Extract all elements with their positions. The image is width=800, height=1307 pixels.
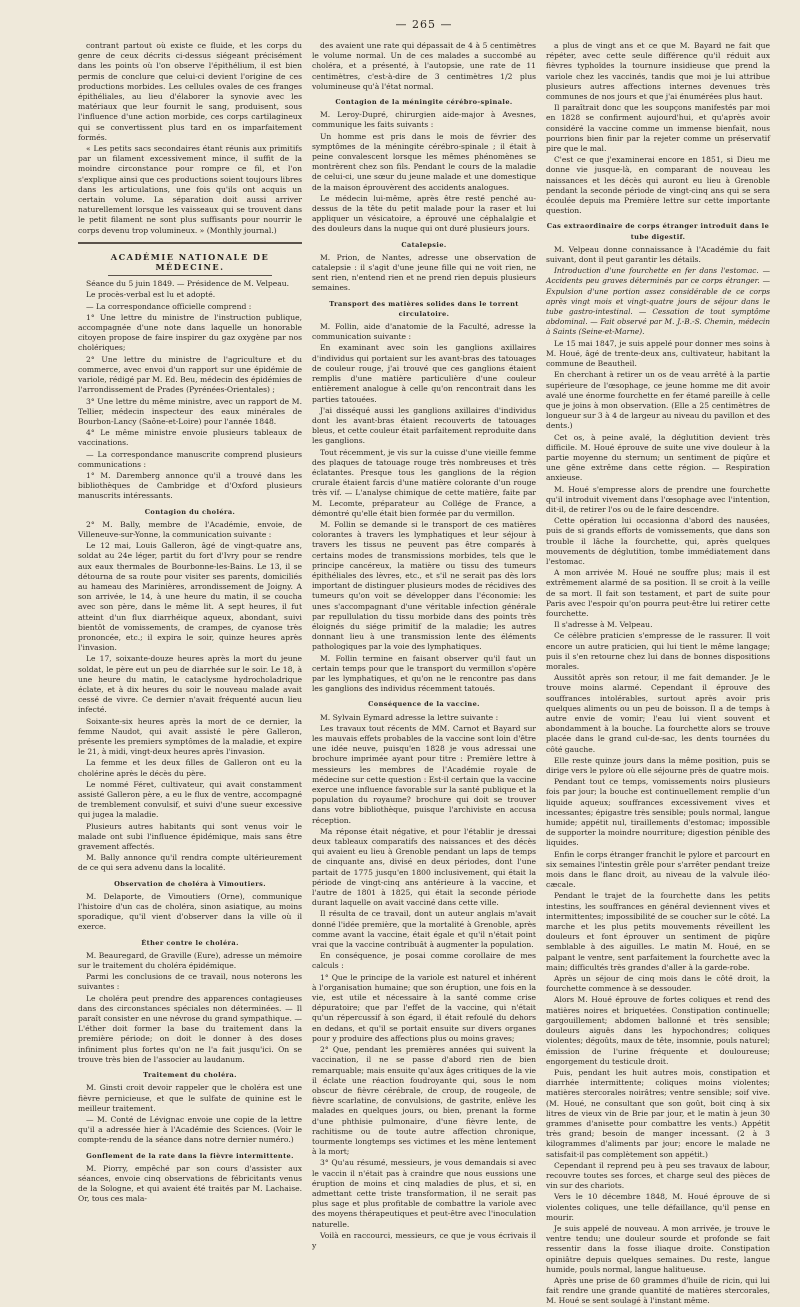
paragraph: Vers le 10 décembre 1848, M. Houé éprouve de si violentes coliques, une telle défaillance, qu'il pense en mourir. — [546, 1192, 770, 1222]
paragraph: Enfin le corps étranger franchit le pylore et parcourt en six semaines l'intestin grêle pour s'arrêter pendant treize mois dans le flanc droit, au niveau de la valvule iléo-cæcale. — [546, 849, 770, 890]
paragraph: Cette opération lui occasionna d'abord des nausées, puis de si grands efforts de vomissements, que dans son trouble il lâche la fourchette, qui, après quelques mouvements de déglutition, tombe immédiatement dans l'estomac. — [546, 516, 770, 566]
paragraph: 3° Qu'au résumé, messieurs, je vous demandais si avec le vaccin il n'était pas à craindre que nous eussions une éruption de moins et cinq maladies de plus, et si, en admettant cette triste transformation, il ne serait pas plus sage et plus profitable de combattre la variole avec des moyens thérapeutiques et peut-être avec l'inoculation naturelle. — [312, 1158, 536, 1229]
paragraph: Aussitôt après son retour, il me fait demander. Je le trouve moins alarmé. Cependant il éprouve des souffrances intolérables, surtout après avoir pris quelques aliments ou un peu de boisson. Il a de temps à autre envie de vomir; l'eau lui vient souvent et abondamment à la bouche. La fourchette alors se trouve placée dans le grand cul-de-sac, les dents tournées du côté gauche. — [546, 673, 770, 754]
paragraph: En conséquence, je posai comme corollaire de mes calculs : — [312, 951, 536, 971]
paragraph: A mon arrivée M. Houé ne souffre plus; mais il est extrêmement alarmé de sa position. Il se croit à la veille de sa mort. Il fait son testament, et part de suite pour Paris avec l'espoir qu'on pourra peut-être lui retirer cette fourchette. — [546, 568, 770, 618]
paragraph: Tout récemment, je vis sur la cuisse d'une vieille femme des plaques de tatouage rouge très nombreuses et très éclatantes. Presque tous les ganglions de la région crurale étaient farcis d'une matière colorante d'un rouge très vif. — L'analyse chimique de cette matière, faite par M. Lecomte, préparateur au Collége de France, a démontré qu'elle était bien formée par du vermillon. — [312, 447, 536, 518]
paragraph: « Les petits sacs secondaires étant réunis aux primitifs par un filament excessivement mince, il suffit de la moindre circonstance pour rompre ce fil, et l'on s'explique ainsi que ces productions soient toujours libres dans les articulations, une fois qu'ils ont acquis un certain volume. La séparation doit aussi arriver naturellement lorsque les vaisseaux qui se trouvent dans le petit filament ne sont plus suffisants pour nourrir le corps devenu trop volumineux. » (Monthly journal.) — [78, 144, 302, 235]
paragraph: 1° Que le principe de la variole est naturel et inhérent à l'organisation humaine; que son éruption, une fois en la vie, est utile et nécessaire à la santé comme crise dépuratoire; que par l'effet de la vaccine, qui n'était qu'un répercussif à son égard, il était refoulé du dehors en dedans, et qu'il se portait ensuite sur divers organes pour y produire des affections plus ou moins graves; — [312, 972, 536, 1043]
paragraph: En examinant avec soin les ganglions axillaires d'individus qui portaient sur les avant-bras des tatouages de couleur rouge, j'ai trouvé que ces ganglions étaient remplis d'une matière particulière d'une couleur entièrement analogue à celle qu'on rencontrait dans les parties tatouées. — [312, 343, 536, 404]
paragraph: Parmi les conclusions de ce travail, nous noterons les suivantes : — [78, 972, 302, 992]
paragraph: 1° M. Daremberg annonce qu'il a trouvé dans les bibliothèques de Cambridge et d'Oxford plusieurs manuscrits intéressants. — [78, 470, 302, 501]
subheading: Transport des matières solides dans le torrent circulatoire. — [329, 299, 519, 318]
paragraph: M. Delaporte, de Vimoutiers (Orne), communique l'histoire d'un cas de choléra, sinon asiatique, au moins sporadique, qu'il vient d'observer dans la ville où il exerce. — [78, 891, 302, 932]
paragraph: Il paraîtrait donc que les soupçons manifestés par moi en 1828 se confirment aujourd'hui, et qu'après avoir considéré la vaccine comme un immense bienfait, nous pourrions bien finir par la rejeter comme un préservatif pire que le mal. — [546, 103, 770, 154]
paragraph: Plusieurs autres habitants qui sont venus voir le malade ont subi l'influence épidémique, mais sans être gravement affectés. — [78, 821, 302, 852]
paragraph: Il s'adresse à M. Velpeau. — [554, 620, 653, 630]
column-2 — [312, 41, 536, 1250]
paragraph: Cet os, à peine avalé, la déglutition devient très difficile. M. Houé éprouve de suite une vive douleur à la partie moyenne du sternum; un sentiment de piqûre et une gêne extrême dans cette région. — Respiration anxieuse. — [546, 432, 770, 483]
paragraph: M. Velpeau donne connaissance à l'Académie du fait suivant, dont il peut garantir les détails. — [546, 244, 770, 265]
subheading: Conséquence de la vaccine. — [368, 700, 480, 709]
case-summary: Introduction d'une fourchette en fer dans l'estomac. — Accidents peu graves déterminés par ce corps étranger. — Expulsion d'une portion assez considérable de ce corps après vingt mois et vingt-quatre jours de séjour dans le tube gastro-intestinal. — Cessation de tout symptôme abdominal. — Fait observé par M. J.-B.-S. Chemin, médecin à Saints (Seine-et-Marne). — [546, 266, 770, 337]
paragraph: M. Beauregard, de Graville (Eure), adresse un mémoire sur le traitement du choléra épidémique. — [78, 950, 302, 971]
divider — [108, 275, 272, 276]
paragraph: Je suis appelé de nouveau. A mon arrivée, je trouve le ventre tendu; une douleur sourde et profonde se fait ressentir dans la fosse iliaque droite. Constipation opiniâtre depuis quelques semaines. Du reste, langue humide, pouls normal, langue halitueuse. — [546, 1223, 770, 1274]
paragraph: Alors M. Houé éprouve de fortes coliques et rend des matières noires et briquetées. Constipation continuelle; gargouillement; abdomen ballonné et très sensible; douleurs aiguës dans les hypochondres; coliques violentes; dégoûts, maux de tête, insomnie, pouls naturel; émission de l'urine fréquente et douloureuse; engorgement du testicule droit. — [546, 995, 770, 1066]
paragraph: M. Houé s'empresse alors de prendre une fourchette qu'il introduit vivement dans l'œsophage avec l'intention, dit-il, de retirer l'os ou de le faire descendre. — [546, 484, 770, 514]
paragraph: Puis, pendant les huit autres mois, constipation et diarrhée intermittente; coliques moins violentes; matières stercorales noirâtres; ventre sensible; soif vive. (M. Houé, ne consultant que son goût, boit cinq à six litres de vieux vin de Brie par jour, et le matin à jeun 30 grammes d'anisette pour combattre les vents.) Appétit très grand; besoin de manger incessant. (2 à 3 kilogrammes d'aliments par jour; encore le malade ne satisfait-il pas complètement son appétit.) — [546, 1067, 770, 1159]
paragraph: 2° M. Bally, membre de l'Académie, envoie, de Villeneuve-sur-Yonne, la communication suivante : — [78, 519, 302, 539]
paragraph: 3° Une lettre du même ministre, avec un rapport de M. Tellier, médecin inspecteur des eaux minérales de Bourbon-Lancy (Saône-et-Loire) pour l'année 1848. — [78, 396, 302, 426]
paragraph: M. Piorry, empêché par son cours d'assister aux séances, envoie cinq observations de fébricitants venus de la Sologne, et qui avaient été traités par M. Lachaise. Or, tous ces mala- — [78, 1163, 302, 1204]
paragraph: M. Follin se demande si le transport de ces matières colorantes à travers les lymphatiques et leur séjour à travers les tissus ne peuvent pas être comparés à certains modes de transmissions morbides, tels que le principe cancéreux, la matière ou tissu des tumeurs épithéliales des lèvres, etc., et s'il ne serait pas dès lors important de distinguer plusieurs modes de récidives des tumeurs qu'on voit se développer dans l'économie: les unes s'accompagnant d'une véritable infection générale par repullulation du tissu morbide dans des points très éloignés du siége primitif de la maladie; les autres donnant lieu à une transmission lente des éléments pathologiques par la voie des lymphatiques. — [312, 519, 536, 652]
paragraph: Il résulta de ce travail, dont un auteur anglais m'avait donné l'idée première, que la mortalité à Grenoble, après comme avant la vaccine, était égale et qu'il n'était point vrai que la vaccine contribuât à augmenter la population. — [312, 909, 536, 950]
paragraph: Voilà en raccourci, messieurs, ce que je vous écrivais il y — [312, 1230, 536, 1250]
column-3 — [546, 41, 770, 1306]
subheading: Gonflement de la rate dans la fièvre intermittente. — [86, 1151, 294, 1160]
section-divider — [78, 242, 302, 244]
paragraph: Elle reste quinze jours dans la même position, puis se dirige vers le pylore où elle séjourne près de quatre mois. — [546, 755, 770, 776]
paragraph: C'est ce que j'examinerai encore en 1851, si Dieu me donne vie jusque-là, en comparant de nouveau les naissances et les décès qui auront eu lieu à Grenoble pendant la seconde période de vingt-cinq ans qui se sera écoulée depuis ma Première lettre sur cette importante question. — [546, 155, 770, 216]
paragraph: M. Bally annonce qu'il rendra compte ultérieurement de ce qui sera advenu dans la localité. — [78, 853, 302, 873]
paragraph: Le nommé Féret, cultivateur, qui avait constamment assisté Galleron père, a eu le flux de ventre, accompagné de tremblement convulsif, et suivi d'une sueur excessive qui jugea la maladie. — [78, 779, 302, 820]
subheading: Contagion du choléra. — [144, 507, 236, 516]
paragraph: — M. Conté de Lévignac envoie une copie de la lettre qu'il a adressée hier à l'Académie des Sciences. (Voir le compte-rendu de la séance dans notre dernier numéro.) — [78, 1114, 302, 1145]
column-1 — [78, 41, 302, 1204]
page-number: — 265 — — [395, 18, 453, 31]
paragraph: Le choléra peut prendre des apparences contagieuses dans des circonstances spéciales non déterminées. — Il paraît consister en une névrose du grand sympathique. — L'éther doit former la base du traitement dans la première période; on doit le donner à des doses infiniment plus fortes qu'on ne l'a fait jusqu'ici. On se trouve très bien de l'associer au laudanum. — [78, 993, 302, 1064]
paragraph: Le 15 mai 1847, je suis appelé pour donner mes soins à M. Houé, âgé de trente-deux ans, cultivateur, habitant la commune de Beautheil. — [546, 338, 770, 369]
paragraph: Le médecin lui-même, après être resté penché au-dessus de la tête du petit malade pour la raser et lui appliquer un vésicatoire, a éprouvé une céphalalgie et des douleurs dans la nuque qui ont duré plusieurs jours. — [312, 193, 536, 234]
paragraph: Ma réponse était négative, et pour l'établir je dressai deux tableaux comparatifs des naissances et des décès qui avaient eu lieu à Grenoble pendant un laps de temps de cinquante ans, divisé en deux périodes, dont l'une partait de 1775 jusqu'en 1800 inclusivement, qui était la période de vingt-cinq ans antérieure à la vaccine, et l'autre de 1801 à 1825, qui était la seconde période durant laquelle on avait vacciné dans cette ville. — [312, 826, 536, 908]
paragraph: M. Prion, de Nantes, adresse une observation de catalepsie : il s'agit d'une jeune fille qui ne voit rien, ne sent rien, n'entend rien et ne prend rien depuis plusieurs semaines. — [312, 252, 536, 293]
subheading: Contagion de la méningite cérébro-spinale. — [335, 98, 513, 107]
paragraph: Le 12 mai, Louis Galleron, âgé de vingt-quatre ans, soldat au 24e léger, partit du fort d'Ivry pour se rendre aux eaux thermales de Bourbonne-les-Bains. Le 13, il se détourna de sa route pour visiter ses parents, domiciliés au hameau des Marinières, arrondissement de Joigny. A son arrivée, le 14, à une heure du matin, il se coucha avec son père, dans le même lit. A sept heures, il fut atteint d'un flux diarrhéique aqueux, abondant, suivi bientôt de vomissements, de crampes, de cyanose très prononcée, etc.; il expira le soir, quinze heures après l'invasion. — [78, 541, 302, 653]
paragraph: 2° Une lettre du ministre de l'agriculture et du commerce, avec envoi d'un rapport sur une épidémie de variole, rédigé par M. Ed. Beu, médecin des épidémies de l'arrondissement de Prades (Pyrénées-Orientales) ; — [78, 354, 302, 395]
paragraph: M. Leroy-Dupré, chirurgien aide-major à Avesnes, communique les faits suivants : — [312, 110, 536, 130]
paragraph: J'ai disséqué aussi les ganglions axillaires d'individus dont les avant-bras étaient recouverts de tatouages bleus, et cette couleur était parfaitement reproduite dans les ganglions. — [312, 405, 536, 446]
section-title: ACADÉMIE NATIONALE DE MÉDECINE. — [110, 251, 270, 273]
paragraph: Le 17, soixante-douze heures après la mort du jeune soldat, le père eut un peu de diarrhée sur le soir. Le 18, à une heure du matin, le cataclysme hydrocholadrique éclate, et à dix heures du soir le nouveau malade avait cessé de vivre. Ce dernier n'avait fréquenté aucun lieu infecté. — [78, 654, 302, 715]
paragraph: 4° Le même ministre envoie plusieurs tableaux de vaccinations. — [78, 428, 302, 448]
paragraph: Après un séjour de cinq mois dans le côté droit, la fourchette commence à se dessouder. — [546, 974, 770, 994]
paragraph: M. Follin termine en faisant observer qu'il faut un certain temps pour que le transport du vermillon s'opère par les lymphatiques, et qu'on ne le rencontre pas dans les ganglions des individus récemment tatoués. — [312, 653, 536, 694]
paragraph: Un homme est pris dans le mois de février des symptômes de la méningite cérébro-spinale ; il était à peine convalescent lorsque les mêmes phénomènes se montrèrent chez son fils. Pendant le cours de la maladie de celui-ci, une sœur du jeune malade et une domestique de la maison éprouvèrent des accidents analogues. — [312, 131, 536, 192]
paragraph: Pendant tout ce temps, vomissements noirs plusieurs fois par jour; la bouche est continuellement remplie d'un liquide aqueux; souffrances excessivement vives et incessantes; épigastre très sensible; pouls normal, langue humide; appétit nul, tiraillements d'estomac; impossible de supporter la moindre nourriture; digestion pénible des liquides. — [546, 777, 770, 848]
paragraph: M. Sylvain Eymard adresse la lettre suivante : — [320, 712, 499, 722]
paragraph: M. Ginsti croit devoir rappeler que le choléra est une fièvre pernicieuse, et que le sulfate de quinine est le meilleur traitement. — [78, 1083, 302, 1113]
paragraph: Cependant il reprend peu à peu ses travaux de labour, recouvre toutes ses forces, et charge seul des pièces de vin sur des chariots. — [546, 1160, 770, 1191]
subheading: Observation de choléra à Vimoutiers. — [114, 879, 266, 888]
paragraph: Les travaux tout récents de MM. Carnot et Bayard sur les mauvais effets probables de la vaccine sont loin d'être une idée neuve, puisqu'en 1828 je vous adressai une brochure imprimée ayant pour titre : Première lettre à messieurs les membres de l'Académie royale de médecine sur cette question : Est-il certain que la vaccine exerce une influence favorable sur la santé publique et la population du royaume? brochure qui doit se trouver dans votre bibliothèque, puisque l'archiviste en accusa réception. — [312, 723, 536, 825]
columns — [78, 41, 770, 1306]
paragraph: M. Follin, aide d'anatomie de la Faculté, adresse la communication suivante : — [312, 322, 536, 342]
paragraph: Après une prise de 60 grammes d'huile de ricin, qui lui fait rendre une grande quantité de matières stercorales, M. Houé se sent soulagé à l'instant même. — [546, 1275, 770, 1306]
subheading: Cas extraordinaire de corps étranger introduit dans le tube digestif. — [546, 222, 770, 241]
paragraph: La femme et les deux filles de Galleron ont eu la cholérine après le décès du père. — [78, 758, 302, 778]
paragraph: contrant partout où existe ce fluide, et les corps du genre de ceux décrits ci-dessus siégeant précisément dans les points où l'on observe l'épithélium, il est bien permis de conclure que celui-ci devient l'origine de ces productions morbides. Les cellules ovales de ces franges épithéliales, au lieu d'élaborer la synovie avec les matériaux que leur fournit le sang, produisent, sous l'influence d'une action morbide, ces corps cartilagineux qui se convertissent plus tard en os imparfaitement formés. — [78, 41, 302, 142]
session-line: Séance du 5 juin 1849. — Présidence de M. Velpeau. — [86, 279, 290, 289]
paragraph: — La correspondance officielle comprend : — [86, 301, 252, 311]
paragraph: — La correspondance manuscrite comprend plusieurs communications : — [78, 449, 302, 469]
subheading: Traitement du choléra. — [143, 1071, 237, 1080]
subheading: Catalepsie. — [401, 240, 447, 249]
paragraph: Le procès-verbal est lu et adopté. — [86, 290, 216, 300]
paragraph: Pendant le trajet de la fourchette dans les petits intestins, les souffrances en général deviennent vives et intermittentes; impossibilité de se coucher sur le côté. La marche et les plus petits mouvements réveillent les douleurs et font éprouver un sentiment de piqûre semblable à des aiguilles. Le matin M. Houé, en se palpant le ventre, sent parfaitement la fourchette avec la main; difficultés très grandes d'aller à la garde-robe. — [546, 891, 770, 972]
paragraph: a plus de vingt ans et ce que M. Bayard ne fait que répéter, avec cette seule différence qu'il réduit aux fièvres typhoïdes la tournure insidieuse que prend la variole chez les vaccinés, tandis que moi je lui attribue plusieurs autres affections internes devenues très communes de nos jours et que j'ai énumérées plus haut. — [546, 41, 770, 102]
paragraph: En cherchant à retirer un os de veau arrêté à la partie supérieure de l'œsophage, ce jeune homme me dit avoir avalé une énorme fourchette en fer étamé pareille à celle que je joins à mon observation. (Elle a 25 centimètres de longueur sur 3 à 4 de largeur au niveau du pavillon et des dents.) — [546, 370, 770, 431]
paragraph: 1° Une lettre du ministre de l'instruction publique, accompagnée d'une note dans laquelle un honorable citoyen propose de faire inspirer du gaz oxygène par nos cholériques; — [78, 312, 302, 353]
paragraph: Ce célèbre praticien s'empresse de le rassurer. Il voit encore un autre praticien, qui lui tient le même langage; puis il s'en retourne chez lui dans de bonnes dispositions morales. — [546, 631, 770, 671]
subheading: Éther contre le choléra. — [141, 938, 239, 947]
paragraph: 2° Que, pendant les premières années qui suivent la vaccination, il ne se passe d'abord rien de bien remarquable; mais ensuite qu'aux âges critiques de la vie il éclate une réaction foudroyante qui, sous le nom obscur de fièvre cérébrale, de croup, de rougeole, de fièvre scarlatine, de convulsions, de gastrite, enlève les malades en quelques jours, ou bien, prenant la forme d'une phthisie pulmonaire, d'une fièvre lente, de rachitisme ou de toute autre affection chronique, tourmente longtemps ses victimes et les mène lentement à la mort; — [312, 1045, 536, 1157]
paragraph: Soixante-six heures après la mort de ce dernier, la femme Naudot, qui avait assisté le père Galleron, présente les premiers symptômes de la maladie, et expire le 21, à midi, vingt-deux heures après l'invasion. — [78, 716, 302, 757]
paragraph: des avaient une rate qui dépassait de 4 à 5 centimètres le volume normal. Un de ces malades a succombé au choléra, et a présenté, à l'autopsie, une rate de 11 centimètres, c'est-à-dire de 3 centimètres 1/2 plus volumineuse qu'à l'état normal. — [312, 41, 536, 91]
